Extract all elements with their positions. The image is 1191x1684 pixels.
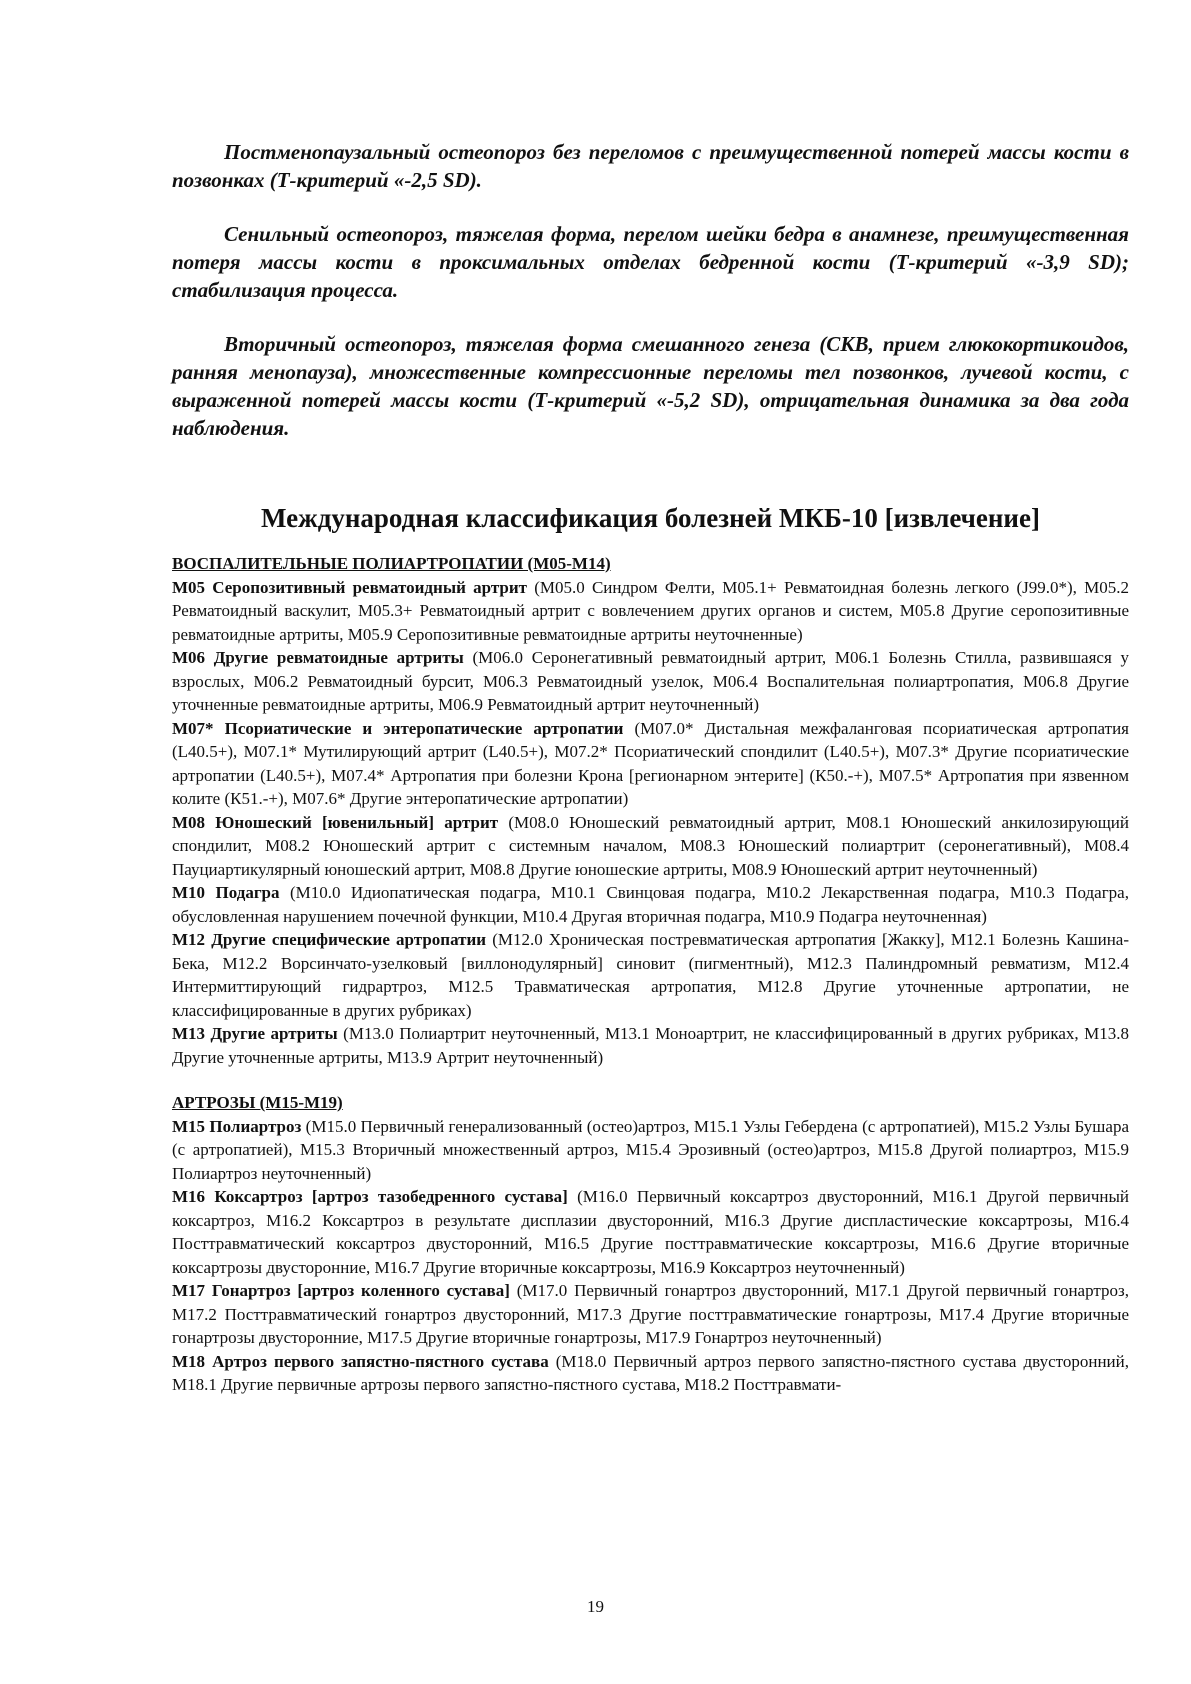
entry-body: (М08.0 Юношеский ревматоидный артрит, М08.1 Юношеский анкилозирующий спондилит, М08.2 Юношеский артрит с системным началом, М08.3 Юношеский полиартрит (серонегативный), М08.4 Пауциартикулярный юношеский артрит, М08.8 Другие юношеские артриты, М08.9 Юношеский артрит неуточненный) xyxy=(172,812,1129,879)
entry-body: (М07.0* Дистальная межфаланговая псориатическая артропатия (L40.5+), М07.1* Мутилирующий артрит (L40.5+), М07.2* Псориатический спондилит (L40.5+), М07.3* Другие псориатические артропатии (L40.5+), М07.4* Артропатия при болезни Крона [регионарном энтерите] (К50.-+), М07.5* Артропатия при язвенном колите (К51.-+), М07.6* Другие энтеропатические артропатии) xyxy=(172,718,1129,808)
code-entry-m12 xyxy=(172,928,1129,1022)
entry-body: (М12.0 Хроническая постревматическая артропатия [Жакку], М12.1 Болезнь Кашина-Бека, М12.2 Ворсинчато-узелковый [виллонодулярный] синовит (пигментный), М12.3 Палиндромный ревматизм, М12.4 Интермиттирующий гидрартроз, М12.5 Травматическая артропатия, М12.8 Другие уточненные артропатии, не классифицированные в других рубриках) xyxy=(172,930,1129,1020)
section-title-arthroses: АРТРОЗЫ (М15-М19) xyxy=(172,1093,343,1112)
section-spacer xyxy=(172,1069,1129,1091)
entry-body: (М10.0 Идиопатическая подагра, М10.1 Свинцовая подагра, М10.2 Лекарственная подагра, М10.3 Подагра, обусловленная нарушением почечной функции, М10.4 Другая вторичная подагра, М10.9 Подагра неуточненная) xyxy=(172,883,1129,926)
code-entry-m08 xyxy=(172,811,1129,882)
page-number: 19 xyxy=(587,1597,604,1616)
entry-body: (М18.0 Первичный артроз первого запястно-пястного сустава двусторонний, М18.1 Другие первичные артрозы первого запястно-пястного сустава, М18.2 Посттравмати- xyxy=(172,1351,1129,1394)
entry-body: (М05.0 Синдром Фелти, М05.1+ Ревматоидная болезнь легкого (J99.0*), М05.2 Ревматоидный васкулит, М05.3+ Ревматоидный артрит с вовлечением других органов и систем, М05.8 Другие серопозитивные ревматоидные артриты, М05.9 Серопозитивные ревматоидные артриты неуточненные) xyxy=(172,577,1129,644)
code-entry-m13 xyxy=(172,1022,1129,1069)
entry-body: (М06.0 Серонегативный ревматоидный артрит, М06.1 Болезнь Стилла, развившаяся у взрослых, М06.2 Ревматоидный бурсит, М06.3 Ревматоидный узелок, М06.4 Воспалительная полиартропатия, М06.8 Другие уточненные ревматоидные артриты, М06.9 Ревматоидный артрит неуточненный) xyxy=(172,648,1129,714)
document-page xyxy=(172,138,1129,1397)
entry-body: (М16.0 Первичный коксартроз двусторонний, М16.1 Другой первичный коксартроз, М16.2 Коксартроз в результате дисплазии двусторонний, М16.3 Другие диспластические коксартрозы, М16.4 Посттравматический коксартроз двусторонний, М16.5 Другие посттравматические коксартрозы, М16.6 Другие вторичные коксартрозы двусторонние, М16.7 Другие вторичные коксартрозы, М16.9 Коксартроз неуточненный) xyxy=(172,1187,1130,1277)
code-entry-m06 xyxy=(172,646,1129,717)
entry-head: М16 Коксартроз [артроз тазобедренного сустава] xyxy=(172,1187,568,1206)
section-arthroses xyxy=(172,1091,1129,1397)
entry-body: (М13.0 Полиартрит неуточненный, М13.1 Моноартрит, не классифицированный в других рубриках, М13.8 Другие уточненные артриты, М13.9 Артрит неуточненный) xyxy=(172,1024,1129,1067)
diagnosis-example-3: Вторичный остеопороз, тяжелая форма смешанного генеза (СКВ, прием глюкокортикоидов, ранняя менопауза), множественные компрессионные переломы тел позвонков, лучевой кости, с выраженной потерей массы кости (Т-критерий «-5,2 SD), отрицательная динамика за два года наблюдения. xyxy=(172,332,1129,440)
code-entry-m16 xyxy=(172,1185,1129,1279)
entry-head: М05 Серопозитивный ревматоидный артрит xyxy=(172,577,527,597)
entry-head: М18 Артроз первого запястно-пястного сустава xyxy=(172,1351,549,1371)
entry-head: М15 Полиартроз xyxy=(172,1116,302,1136)
section-inflammatory xyxy=(172,552,1129,1069)
entry-head: М10 Подагра xyxy=(172,883,280,902)
code-entry-m05 xyxy=(172,576,1129,647)
section-title-inflammatory: ВОСПАЛИТЕЛЬНЫЕ ПОЛИАРТРОПАТИИ (М05-М14) xyxy=(172,554,611,573)
page-heading: Международная классификация болезней МКБ-10 [извлечение] xyxy=(261,503,1040,533)
entry-head: М12 Другие специфические артропатии xyxy=(172,930,487,949)
entry-head: М17 Гонартроз [артроз коленного сустава] xyxy=(172,1281,510,1300)
code-entry-m17 xyxy=(172,1279,1129,1350)
entry-head: М07* Псориатические и энтеропатические артропатии xyxy=(172,718,624,738)
code-entry-m15 xyxy=(172,1115,1129,1186)
diagnosis-examples xyxy=(172,138,1129,442)
code-entry-m10 xyxy=(172,881,1129,928)
entry-body: (М17.0 Первичный гонартроз двусторонний, М17.1 Другой первичный гонартроз, М17.2 Посттравматический гонартроз двусторонний, М17.3 Другие посттравматические гонартрозы, М17.4 Другие вторичные гонартрозы двусторонние, М17.5 Другие вторичные гонартрозы, М17.9 Гонартроз неуточненный) xyxy=(172,1281,1129,1347)
diagnosis-example-1: Постменопаузальный остеопороз без переломов с преимущественной потерей массы кости в позвонках (Т-критерий «-2,5 SD). xyxy=(172,140,1129,192)
entry-head: М13 Другие артриты xyxy=(172,1024,338,1043)
entry-head: М06 Другие ревматоидные артриты xyxy=(172,648,464,667)
entry-body: (М15.0 Первичный генерализованный (остео)артроз, М15.1 Узлы Гебердена (с артропатией), М15.2 Узлы Бушара (с артропатией), М15.3 Вторичный множественный артроз, М15.4 Эрозивный (остео)артроз, М15.8 Другой полиартроз, М15.9 Полиартроз неуточненный) xyxy=(172,1116,1129,1183)
entry-head: М08 Юношеский [ювенильный] артрит xyxy=(172,812,499,832)
code-entry-m18 xyxy=(172,1350,1129,1397)
diagnosis-example-2: Сенильный остеопороз, тяжелая форма, перелом шейки бедра в анамнезе, преимущественная потеря массы кости в проксимальных отделах бедренной кости (Т-критерий «-3,9 SD); стабилизация процесса. xyxy=(172,222,1129,302)
code-entry-m07 xyxy=(172,717,1129,811)
